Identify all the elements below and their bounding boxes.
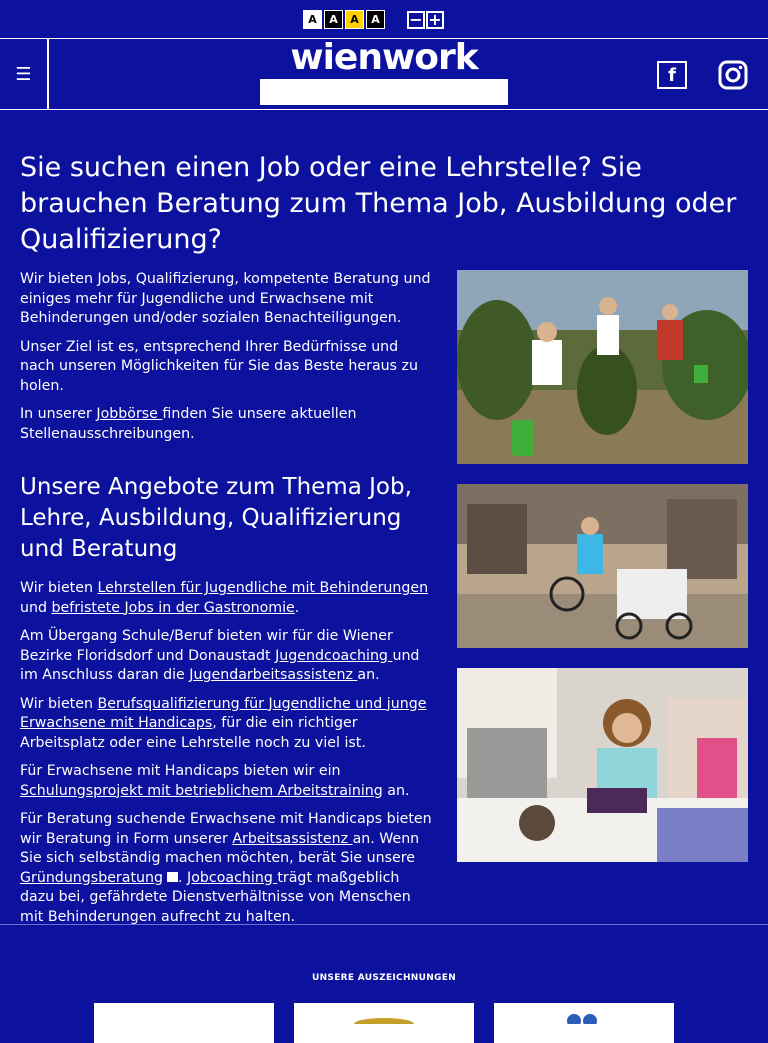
jobcoaching-link[interactable]: Jobcoaching [187, 869, 278, 886]
contrast-default-button[interactable]: A [303, 10, 322, 29]
text: an. Wenn Sie sich selbständig machen möchten, berät Sie unsere [20, 830, 420, 866]
site-header [0, 38, 768, 110]
external-link-icon [167, 872, 178, 882]
menu-button[interactable] [0, 39, 49, 109]
offers-paragraph-4 [20, 762, 432, 801]
text: . [294, 599, 300, 616]
contrast-yellow-button[interactable]: A [345, 10, 364, 29]
text: . [178, 869, 188, 886]
text: trägt maßgeblich dazu bei, gefährdete Dienstverhältnisse von Menschen mit Behinderungen aufrecht zu halten. [20, 869, 411, 925]
instagram-icon[interactable] [717, 59, 749, 91]
gastronomie-link[interactable]: befristete Jobs in der Gastronomie [51, 599, 295, 616]
offers-paragraph-3 [20, 695, 432, 754]
intro-text [20, 270, 432, 936]
facebook-icon[interactable]: f [657, 61, 687, 89]
text: Für Erwachsene mit Handicaps bieten wir ein [20, 763, 341, 779]
contrast-dark-button[interactable]: A [324, 10, 343, 29]
text: , für die ein richtiger Arbeitsplatz oder eine Lehrstelle noch zu viel ist. [20, 715, 366, 751]
intro-paragraph-1: Wir bieten Jobs, Qualifizierung, kompetente Beratung und einiges mehr für Jugendliche und Erwachsene mit Behinderungen und/oder sozialen Benachteiligungen. [20, 271, 431, 326]
site-logo[interactable] [260, 37, 508, 105]
intro-paragraph-3 [20, 405, 432, 444]
berufsqualifizierung-link[interactable]: Berufsqualifizierung für Jugendliche und junge Erwachsene mit Handicaps [20, 695, 427, 731]
text: an. [382, 782, 410, 799]
hamburger-icon: ☰ [15, 63, 32, 85]
offers-heading: Unsere Angebote zum Thema Job, Lehre, Ausbildung, Qualifizierung und Beratung [20, 474, 412, 562]
text: Wir bieten [20, 695, 98, 712]
text: an. [357, 667, 380, 683]
text: Für Beratung suchende Erwachsene mit Handicaps bieten wir Beratung in Form unserer [20, 811, 432, 847]
footer-divider [0, 924, 768, 925]
text: und im Anschluss daran die [20, 647, 420, 683]
offers-paragraph-2 [20, 627, 432, 686]
lehrstellen-link[interactable]: Lehrstellen für Jugendliche mit Behinderungen [97, 580, 429, 596]
garden-photo [457, 270, 748, 464]
award-badge-2[interactable] [294, 1003, 474, 1043]
award-badge-3[interactable] [494, 1003, 674, 1043]
jugendarbeitsassistenz-link[interactable]: Jugendarbeitsassistenz [189, 667, 358, 683]
awards-title: UNSERE AUSZEICHNUNGEN [311, 973, 457, 983]
contrast-high-button[interactable]: A [366, 10, 385, 29]
accessibility-bar [303, 10, 445, 29]
text: Am Übergang Schule/Beruf bieten wir für die Wiener Bezirke Floridsdorf und Donaustadt [20, 628, 393, 664]
sewing-photo [457, 668, 748, 862]
logo-bar [260, 79, 508, 105]
award-badge-1[interactable] [94, 1003, 274, 1043]
text: und [20, 599, 52, 616]
jugendcoaching-link[interactable]: Jugendcoaching [275, 647, 393, 664]
offers-paragraph-1 [20, 579, 432, 618]
offers-paragraph-5 [20, 810, 432, 927]
text: finden Sie unsere aktuellen Stellenausschreibungen. [20, 406, 357, 442]
award-logo-icon [494, 1003, 674, 1024]
logo-text: wienwork [290, 37, 478, 78]
page-title: Sie suchen einen Job oder eine Lehrstelle? Sie brauchen Beratung zum Thema Job, Ausbildung oder Qualifizierung? [20, 152, 737, 255]
zoom-out-button[interactable]: − [407, 11, 425, 29]
award-seal-icon [294, 1003, 474, 1024]
intro-paragraph-2: Unser Ziel ist es, entsprechend Ihrer Bedürfnisse und nach unseren Möglichkeiten für Sie das Beste heraus zu holen. [20, 338, 418, 394]
text: Wir bieten [20, 580, 98, 596]
zoom-in-button[interactable]: + [426, 11, 444, 29]
gruendungsberatung-link[interactable]: Gründungsberatung [20, 869, 164, 886]
text: In unserer [20, 406, 97, 422]
schulungsprojekt-link[interactable]: Schulungsprojekt mit betrieblichem Arbeitstraining [20, 782, 383, 799]
jobboerse-link[interactable]: Jobbörse [96, 406, 163, 422]
zoom-controls [407, 11, 445, 29]
arbeitsassistenz-link[interactable]: Arbeitsassistenz [232, 830, 353, 847]
bike-photo [457, 484, 748, 648]
